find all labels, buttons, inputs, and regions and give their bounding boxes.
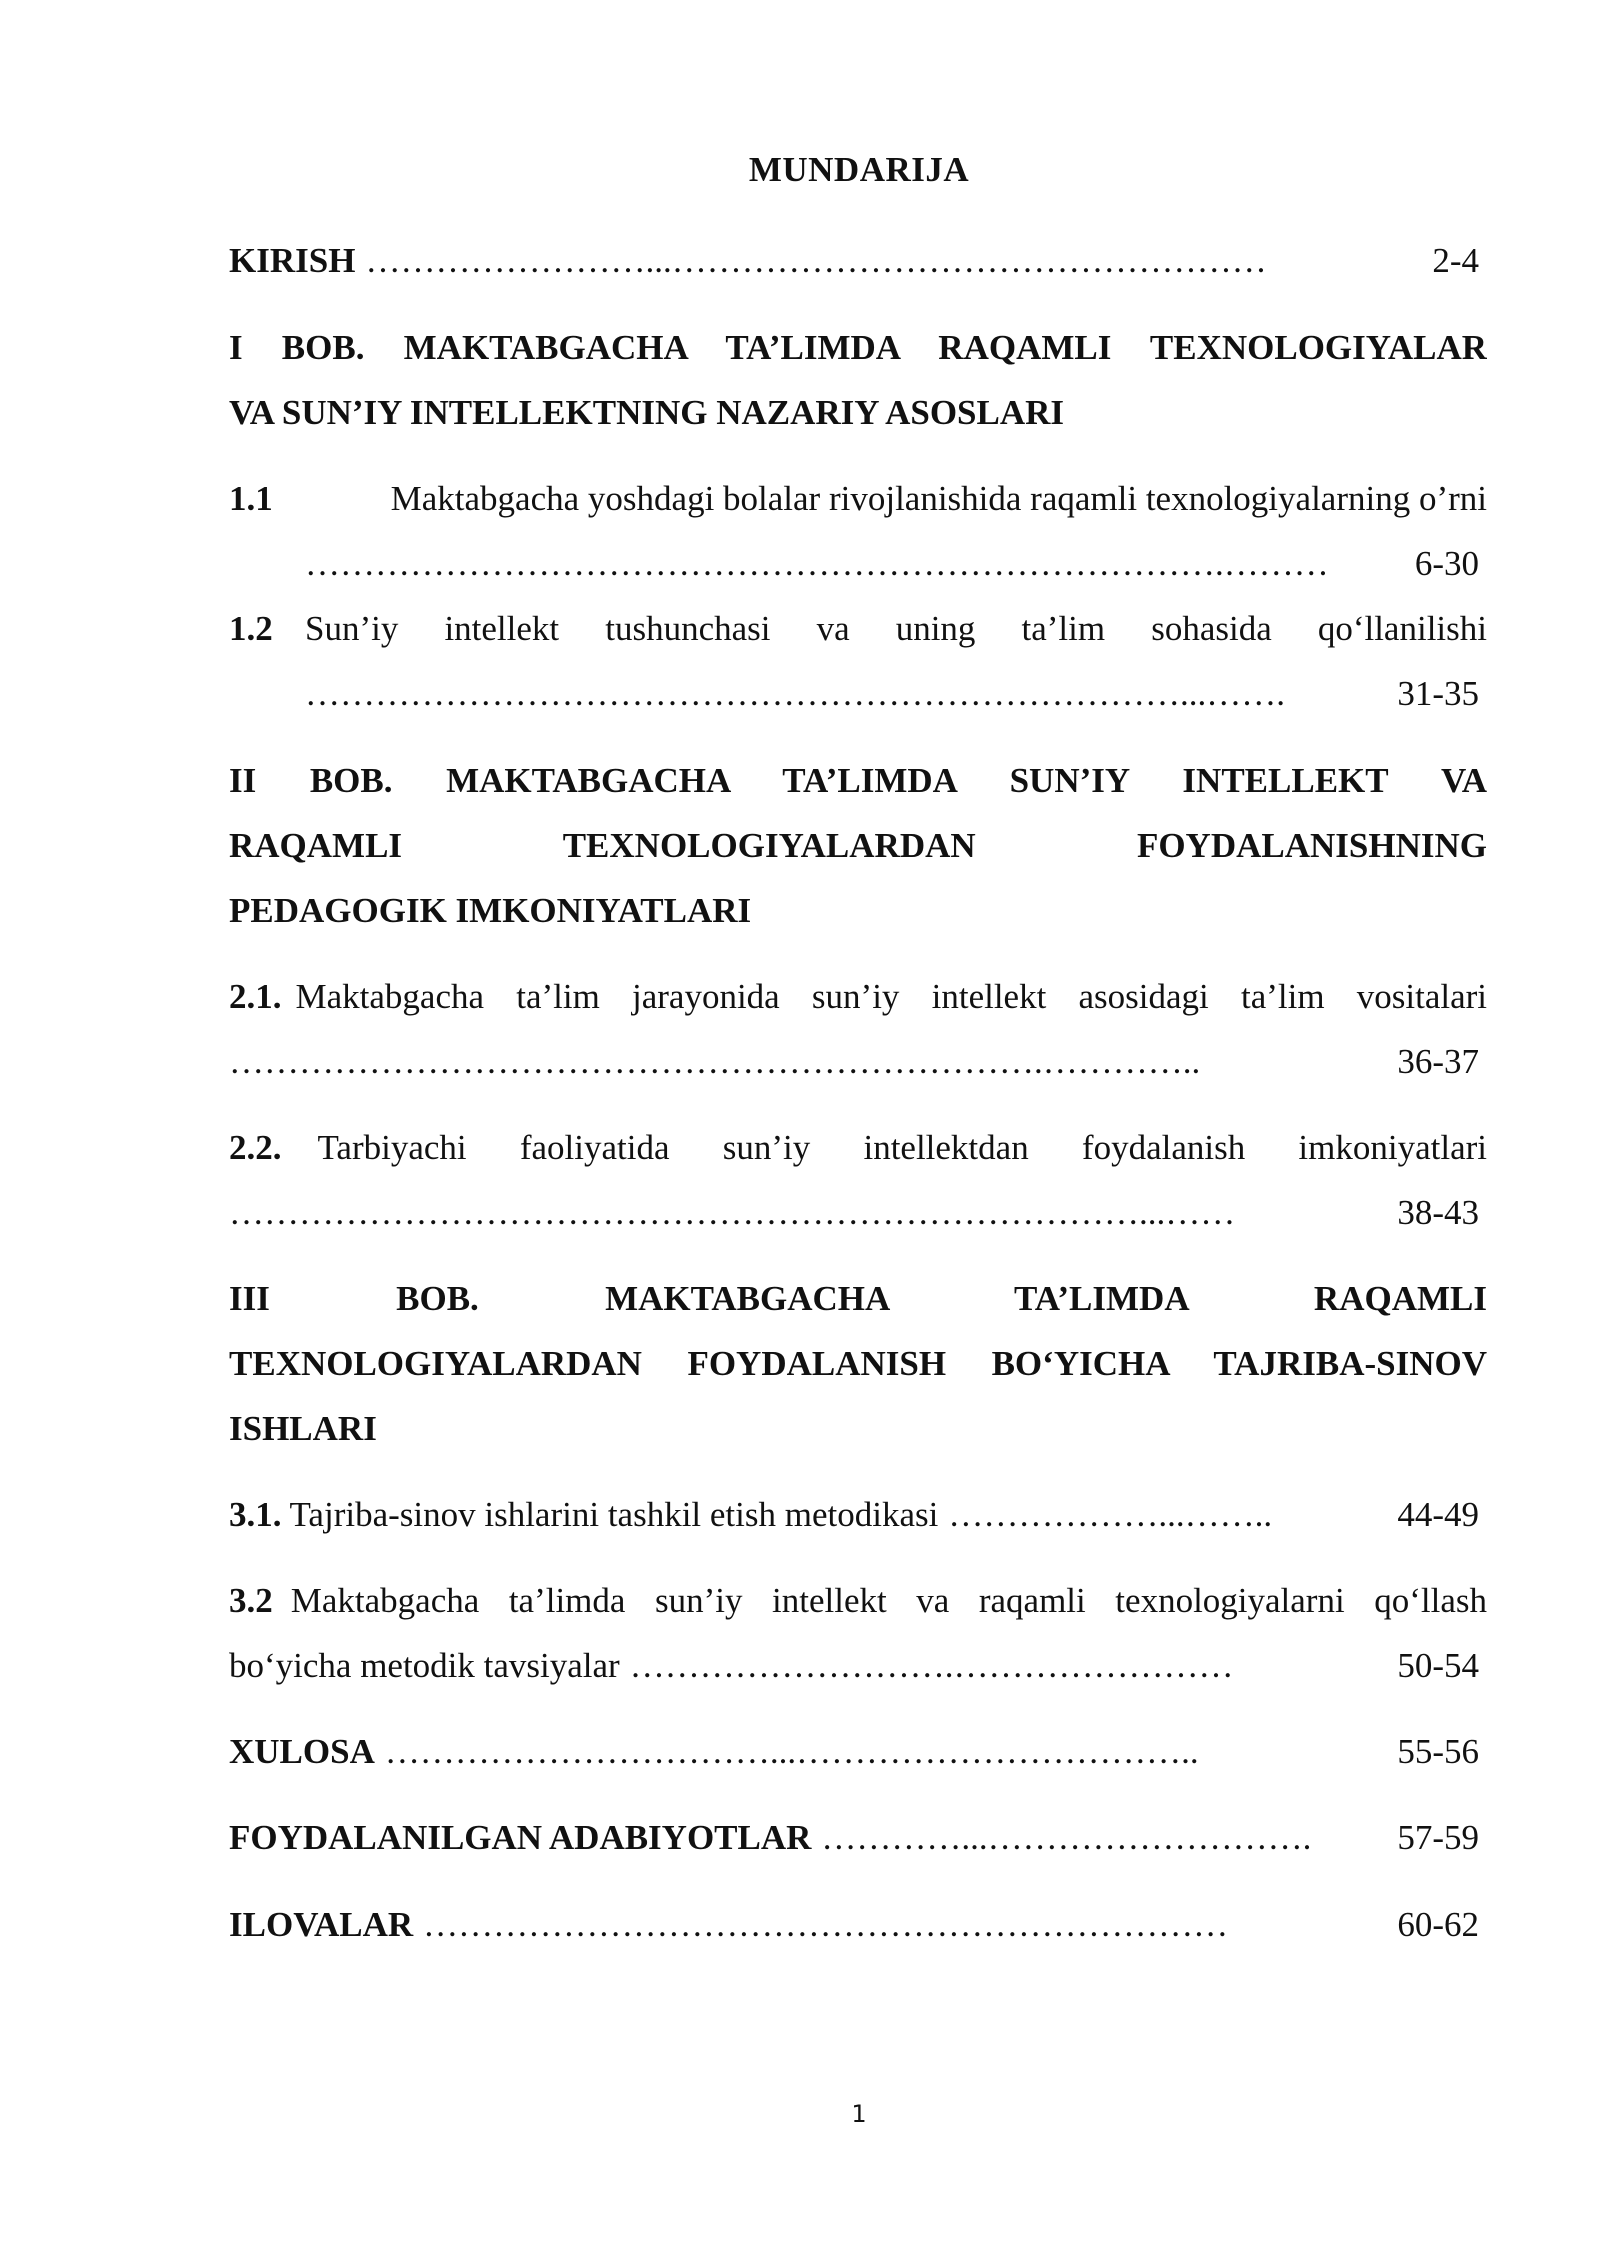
page-ref: 2-4 <box>1432 241 1479 280</box>
chapter-heading-line: PEDAGOGIK IMKONIYATLARI <box>229 891 752 930</box>
dot-leader: ……………………………...…………………………….. <box>384 1732 1199 1771</box>
section-number: 2.2. <box>229 1128 282 1167</box>
toc-entry-adabiyotlar <box>229 1805 1487 1870</box>
page-ref: 60-62 <box>1397 1905 1479 1944</box>
section-number: 3.2 <box>229 1581 273 1620</box>
section-number: 1.2 <box>229 609 273 648</box>
dot-leader: …………………………………………………………………...……. <box>305 674 1285 713</box>
chapter-heading-line: RAQAMLI TEXNOLOGIYALARDAN FOYDALANISHNING <box>229 826 1487 865</box>
toc-entry-ilovalar <box>229 1892 1487 1957</box>
toc-section-3-2 <box>229 1568 1487 1698</box>
toc-label: FOYDALANILGAN ADABIYOTLAR <box>229 1818 812 1857</box>
section-number: 3.1. <box>229 1495 282 1534</box>
page-ref: 38-43 <box>1397 1193 1479 1232</box>
page-ref: 50-54 <box>1397 1646 1479 1685</box>
chapter-heading-line: VA SUN’IY INTELLEKTNING NAZARIY ASOSLARI <box>229 393 1065 432</box>
page-ref: 6-30 <box>1414 544 1479 583</box>
section-title: Tarbiyachi faoliyatida sun’iy intellektdan foydalanish imkoniyatlari <box>317 1128 1487 1167</box>
toc-section-3-1 <box>229 1482 1487 1547</box>
section-title-continued: bo‘yicha metodik tavsiyalar <box>229 1646 620 1685</box>
page-ref: 36-37 <box>1397 1042 1479 1081</box>
toc-section-2-1 <box>229 964 1487 1094</box>
chapter-heading-line: TEXNOLOGIYALARDAN FOYDALANISH BO‘YICHA TAJRIBA-SINOV <box>229 1344 1487 1383</box>
toc-chapter-2 <box>229 748 1487 943</box>
toc-section-1-2 <box>229 596 1487 726</box>
page-ref: 31-35 <box>1397 674 1479 713</box>
toc-chapter-1 <box>229 315 1487 445</box>
toc-label: KIRISH <box>229 241 356 280</box>
page-ref: 55-56 <box>1397 1732 1479 1771</box>
chapter-heading-line: I BOB. MAKTABGACHA TA’LIMDA RAQAMLI TEXNOLOGIYALAR <box>229 328 1487 367</box>
toc-label: ILOVALAR <box>229 1905 414 1944</box>
dot-leader: ……………………….…………………… <box>629 1646 1234 1685</box>
section-number: 1.1 <box>229 479 273 518</box>
dot-leader: ……………………………………………………………………...…… <box>229 1193 1236 1232</box>
chapter-heading-line: III BOB. MAKTABGACHA TA’LIMDA RAQAMLI <box>229 1279 1487 1318</box>
dot-leader: …………………………………………………………………….……… <box>305 544 1329 583</box>
toc-entry-kirish <box>229 228 1487 293</box>
section-title: Maktabgacha ta’limda sun’iy intellekt va raqamli texnologiyalarni qo‘llash <box>290 1581 1487 1620</box>
toc-entry-xulosa <box>229 1719 1487 1784</box>
dot-leader: ………………...…….. <box>948 1495 1273 1534</box>
chapter-heading-line: ISHLARI <box>229 1409 377 1448</box>
page-number: 1 <box>851 2100 867 2128</box>
toc-section-2-2 <box>229 1115 1487 1245</box>
section-title: Tajriba-sinov ishlarini tashkil etish metodikasi <box>289 1495 939 1534</box>
section-title: Maktabgacha yoshdagi bolalar rivojlanishida raqamli texnologiyalarning o’rni <box>390 479 1487 518</box>
page-ref: 44-49 <box>1397 1495 1479 1534</box>
section-number: 2.1. <box>229 977 282 1016</box>
toc-label: XULOSA <box>229 1732 375 1771</box>
toc-section-1-1 <box>229 466 1487 596</box>
section-title: Sun’iy intellekt tushunchasi va uning ta’lim sohasida qo‘llanilishi <box>305 609 1487 648</box>
dot-leader: …………………………………………………………….………….. <box>229 1042 1201 1081</box>
dot-leader: …………………………………………………………… <box>423 1905 1229 1944</box>
toc-title: MUNDARIJA <box>748 150 970 189</box>
dot-leader: …………...………………………. <box>821 1818 1312 1857</box>
page-ref: 57-59 <box>1397 1818 1479 1857</box>
section-title: Maktabgacha ta’lim jarayonida sun’iy intellekt asosidagi ta’lim vositalari <box>295 977 1487 1016</box>
dot-leader: ……………………...…………………………………………… <box>365 241 1267 280</box>
chapter-heading-line: II BOB. MAKTABGACHA TA’LIMDA SUN’IY INTELLEKT VA <box>229 761 1487 800</box>
toc-chapter-3 <box>229 1266 1487 1461</box>
